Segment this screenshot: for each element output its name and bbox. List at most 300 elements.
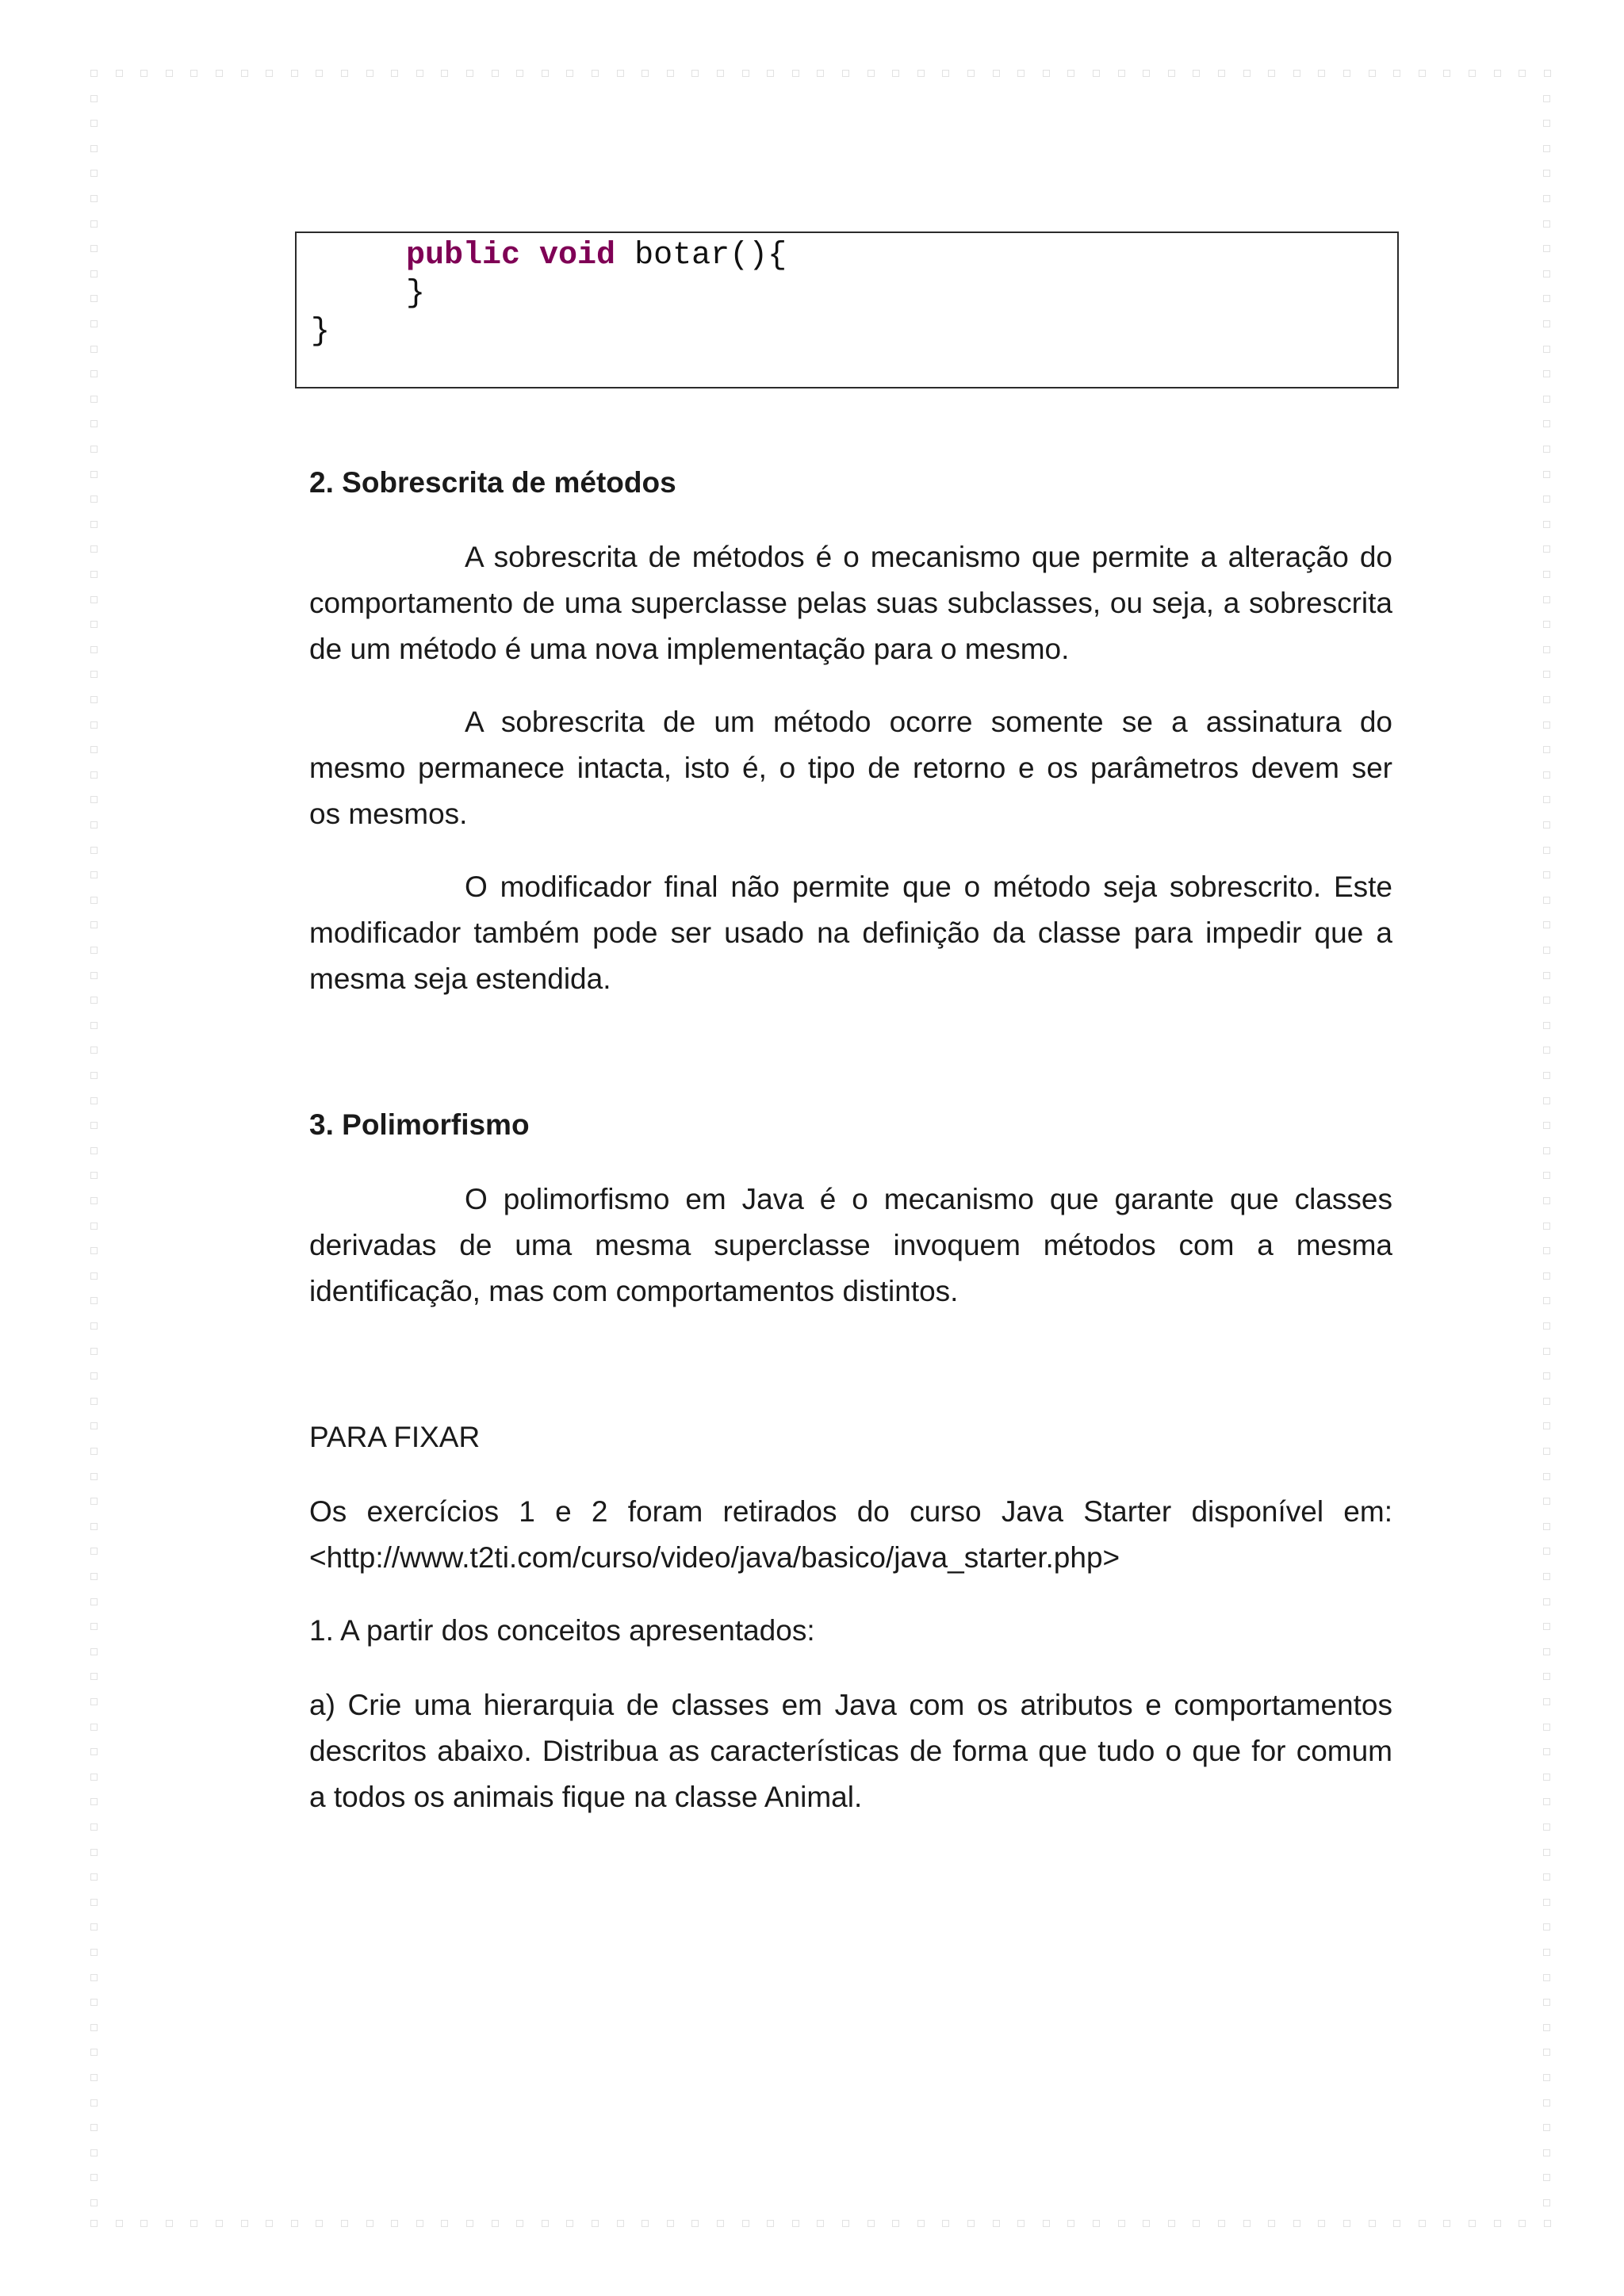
section-heading-sobrescrita: 2. Sobrescrita de métodos — [309, 466, 676, 499]
border-dot — [1543, 1774, 1550, 1781]
border-dot — [1543, 295, 1550, 302]
border-dot — [1067, 2220, 1074, 2227]
paragraph-line: os mesmos. — [309, 798, 468, 830]
paragraph-line: de um método é uma nova implementação para o mesmo. — [309, 633, 1070, 665]
border-dot — [1544, 2220, 1551, 2227]
border-dot — [90, 1122, 98, 1129]
border-dot — [441, 2220, 448, 2227]
border-dot — [1543, 721, 1550, 729]
border-dot — [90, 746, 98, 753]
border-dot — [817, 70, 824, 77]
border-dot — [1543, 1398, 1550, 1405]
border-dot — [90, 1072, 98, 1079]
border-dot — [1543, 2074, 1550, 2081]
border-dot — [116, 70, 123, 77]
border-dot — [1543, 496, 1550, 503]
border-dot — [1419, 2220, 1426, 2227]
border-dot — [90, 1673, 98, 1680]
border-dot — [1543, 1748, 1550, 1755]
code-method-signature: botar(){ — [615, 238, 787, 274]
border-dot — [642, 2220, 649, 2227]
border-dot — [90, 1197, 98, 1204]
border-dot — [1193, 70, 1200, 77]
border-dot — [1543, 972, 1550, 979]
border-dot — [868, 2220, 875, 2227]
paragraph-sobrescrita-1 — [309, 534, 1392, 672]
paragraph-line: mesmo permanece intacta, isto é, o tipo de retorno e os parâmetros devem ser — [309, 752, 1392, 784]
border-dot — [1543, 95, 1550, 102]
paragraph-polimorfismo — [309, 1177, 1392, 1314]
code-line-method — [406, 236, 787, 276]
border-dot — [90, 1724, 98, 1731]
border-dot — [90, 545, 98, 553]
border-dot — [617, 2220, 624, 2227]
border-dot — [1543, 897, 1550, 904]
border-dot — [1543, 947, 1550, 954]
border-dot — [592, 2220, 599, 2227]
border-dot — [90, 1949, 98, 1956]
border-dot — [1469, 2220, 1476, 2227]
border-dot — [90, 871, 98, 878]
border-dot — [90, 596, 98, 603]
border-dot — [1543, 1999, 1550, 2006]
paragraph-sobrescrita-2 — [309, 699, 1392, 837]
border-dot — [1543, 571, 1550, 578]
border-dot — [90, 1698, 98, 1705]
border-dot — [1543, 521, 1550, 528]
border-dot — [90, 370, 98, 377]
border-dot — [1543, 1122, 1550, 1129]
border-dot — [1494, 70, 1501, 77]
border-dot — [90, 1223, 98, 1230]
border-dot — [1543, 1974, 1550, 1981]
border-dot — [90, 521, 98, 528]
border-dot — [90, 1623, 98, 1630]
border-dot — [1543, 1724, 1550, 1731]
border-dot — [1543, 545, 1550, 553]
border-dot — [90, 1598, 98, 1605]
border-dot — [190, 2220, 197, 2227]
border-dot — [1543, 997, 1550, 1004]
border-dot — [466, 2220, 473, 2227]
border-dot — [1393, 2220, 1400, 2227]
border-dot — [1519, 2220, 1526, 2227]
border-dot — [90, 947, 98, 954]
border-dot — [1543, 1172, 1550, 1179]
border-dot — [90, 1022, 98, 1029]
border-dot — [90, 1748, 98, 1755]
border-dot — [416, 70, 423, 77]
border-dot — [90, 972, 98, 979]
paragraph-exercicios-intro — [309, 1489, 1392, 1581]
border-dot — [1343, 70, 1350, 77]
border-dot — [366, 70, 373, 77]
border-dot — [90, 2099, 98, 2107]
border-dot — [90, 621, 98, 628]
section-heading-polimorfismo: 3. Polimorfismo — [309, 1108, 530, 1141]
code-keyword-public: public — [406, 238, 521, 274]
border-dot — [993, 2220, 1000, 2227]
border-dot — [767, 2220, 774, 2227]
paragraph-line-url: <http://www.t2ti.com/curso/video/java/basico/java_starter.php> — [309, 1541, 1120, 1574]
border-dot — [1543, 220, 1550, 228]
paragraph-line: mesma seja estendida. — [309, 962, 611, 995]
border-dot — [291, 70, 298, 77]
paragraph-line: a) Crie uma hierarquia de classes em Java com os atributos e comportamentos — [309, 1689, 1392, 1721]
border-dot — [1543, 270, 1550, 277]
code-line-class-close: } — [311, 314, 331, 350]
border-dot — [90, 897, 98, 904]
border-dot — [1543, 1223, 1550, 1230]
border-dot — [1443, 2220, 1450, 2227]
border-dot — [416, 2220, 423, 2227]
paragraph-line: modificador também pode ser usado na definição da classe para impedir que a — [309, 916, 1392, 949]
border-dot — [967, 70, 975, 77]
border-dot — [1543, 1573, 1550, 1580]
code-line-method-close: } — [406, 276, 426, 312]
border-dot — [341, 2220, 348, 2227]
border-dot — [1543, 396, 1550, 403]
border-dot — [90, 1774, 98, 1781]
border-dot — [90, 921, 98, 928]
border-dot — [1543, 420, 1550, 427]
border-dot — [1543, 696, 1550, 703]
border-dot — [90, 1172, 98, 1179]
border-dot — [90, 2124, 98, 2131]
border-dot — [917, 2220, 925, 2227]
border-dot — [892, 70, 899, 77]
border-dot — [1043, 70, 1050, 77]
paragraph-line: descritos abaixo. Distribua as características de forma que tudo o que for comum — [309, 1735, 1392, 1767]
border-dot — [90, 2149, 98, 2156]
border-dot — [1543, 370, 1550, 377]
border-dot — [1318, 70, 1325, 77]
border-dot — [90, 1247, 98, 1254]
border-dot — [90, 346, 98, 353]
border-dot — [90, 1873, 98, 1881]
paragraph-line: A sobrescrita de um método ocorre somente se a assinatura do — [465, 706, 1392, 738]
border-dot — [90, 2174, 98, 2181]
border-dot — [90, 1297, 98, 1304]
border-dot — [1543, 1072, 1550, 1079]
border-dot — [1218, 70, 1225, 77]
border-dot — [1343, 2220, 1350, 2227]
border-dot — [1543, 1022, 1550, 1029]
border-dot — [566, 2220, 573, 2227]
border-dot — [1543, 2174, 1550, 2181]
border-dot — [1393, 70, 1400, 77]
border-dot — [1494, 2220, 1501, 2227]
border-dot — [266, 70, 273, 77]
border-dot — [667, 70, 674, 77]
border-dot — [341, 70, 348, 77]
border-dot — [90, 1473, 98, 1480]
border-dot — [316, 2220, 323, 2227]
border-dot — [1543, 1673, 1550, 1680]
border-dot — [1443, 70, 1450, 77]
border-dot — [993, 70, 1000, 77]
border-dot — [1543, 245, 1550, 252]
border-dot — [391, 70, 398, 77]
paragraph-line: O modificador final não permite que o método seja sobrescrito. Este — [465, 871, 1392, 903]
border-dot — [1193, 2220, 1200, 2227]
border-dot — [90, 2024, 98, 2031]
border-dot — [1017, 70, 1025, 77]
paragraph-sobrescrita-3 — [309, 864, 1392, 1002]
border-dot — [90, 1823, 98, 1831]
border-dot — [1543, 1372, 1550, 1380]
border-dot — [90, 1047, 98, 1054]
border-dot — [1543, 2149, 1550, 2156]
border-dot — [116, 2220, 123, 2227]
border-dot — [90, 1147, 98, 1154]
border-dot — [90, 1999, 98, 2006]
border-dot — [90, 120, 98, 127]
border-dot — [1067, 70, 1074, 77]
border-dot — [466, 70, 473, 77]
border-dot — [1543, 746, 1550, 753]
border-dot — [1543, 2024, 1550, 2031]
border-dot — [90, 1272, 98, 1280]
paragraph-line: a todos os animais fique na classe Animal. — [309, 1781, 863, 1813]
border-dot — [792, 2220, 799, 2227]
border-dot — [842, 2220, 849, 2227]
border-dot — [1543, 1272, 1550, 1280]
border-dot — [1369, 2220, 1376, 2227]
border-dot — [1543, 1899, 1550, 1906]
border-dot — [90, 1548, 98, 1555]
border-dot — [1543, 847, 1550, 854]
border-dot — [166, 2220, 173, 2227]
border-dot — [391, 2220, 398, 2227]
exercise-item-1: 1. A partir dos conceitos apresentados: — [309, 1614, 815, 1647]
border-dot — [1093, 70, 1100, 77]
border-dot — [1543, 1422, 1550, 1429]
border-dot — [1543, 1548, 1550, 1555]
border-dot — [1543, 821, 1550, 828]
border-dot — [1543, 646, 1550, 653]
border-dot — [90, 796, 98, 803]
exercise-item-a — [309, 1682, 1392, 1820]
border-dot — [1543, 170, 1550, 177]
border-dot — [1543, 1473, 1550, 1480]
paragraph-line: derivadas de uma mesma superclasse invoquem métodos com a mesma — [309, 1229, 1392, 1261]
border-dot — [90, 1372, 98, 1380]
border-dot — [90, 847, 98, 854]
border-dot — [90, 245, 98, 252]
border-dot — [1543, 1197, 1550, 1204]
border-dot — [1543, 2099, 1550, 2107]
border-dot — [90, 1348, 98, 1355]
paragraph-line: A sobrescrita de métodos é o mecanismo que permite a alteração do — [465, 541, 1392, 573]
border-dot — [1168, 2220, 1175, 2227]
border-dot — [1369, 70, 1376, 77]
border-dot — [1543, 1823, 1550, 1831]
border-dot — [516, 2220, 523, 2227]
border-dot — [90, 2199, 98, 2206]
border-dot — [1543, 320, 1550, 327]
border-dot — [1293, 2220, 1300, 2227]
border-dot — [1543, 1849, 1550, 1856]
border-dot — [1543, 771, 1550, 779]
border-dot — [90, 270, 98, 277]
border-dot — [90, 1648, 98, 1655]
border-dot — [1543, 1498, 1550, 1505]
border-dot — [90, 220, 98, 228]
border-dot — [90, 2220, 98, 2227]
border-dot — [1543, 2199, 1550, 2206]
border-dot — [868, 70, 875, 77]
border-dot — [717, 70, 724, 77]
border-dot — [216, 70, 223, 77]
paragraph-line: O polimorfismo em Java é o mecanismo que garante que classes — [465, 1183, 1392, 1215]
border-dot — [1543, 1523, 1550, 1530]
border-dot — [817, 2220, 824, 2227]
border-dot — [691, 70, 699, 77]
border-dot — [90, 1849, 98, 1856]
border-dot — [742, 70, 749, 77]
border-dot — [1318, 2220, 1325, 2227]
border-dot — [140, 2220, 147, 2227]
border-dot — [1543, 1798, 1550, 1805]
border-dot — [1543, 871, 1550, 878]
border-dot — [90, 70, 98, 77]
border-dot — [1469, 70, 1476, 77]
border-dot — [917, 70, 925, 77]
border-dot — [1543, 120, 1550, 127]
border-dot — [90, 821, 98, 828]
border-dot — [90, 396, 98, 403]
code-keyword-void: void — [539, 238, 616, 274]
border-dot — [90, 1923, 98, 1931]
border-dot — [1143, 2220, 1150, 2227]
border-dot — [1243, 2220, 1251, 2227]
border-dot — [1543, 1322, 1550, 1330]
border-dot — [140, 70, 147, 77]
border-dot — [1543, 1949, 1550, 1956]
border-dot — [1143, 70, 1150, 77]
border-dot — [492, 70, 499, 77]
border-dot — [90, 496, 98, 503]
border-dot — [90, 1422, 98, 1429]
code-snippet-box — [295, 232, 1399, 388]
border-dot — [1543, 596, 1550, 603]
border-dot — [90, 145, 98, 152]
border-dot — [617, 70, 624, 77]
border-dot — [1543, 1297, 1550, 1304]
border-dot — [90, 721, 98, 729]
border-dot — [90, 671, 98, 678]
border-dot — [90, 1448, 98, 1455]
paragraph-line: comportamento de uma superclasse pelas suas subclasses, ou seja, a sobrescrita — [309, 587, 1392, 619]
border-dot — [967, 2220, 975, 2227]
border-dot — [90, 1573, 98, 1580]
border-dot — [1168, 70, 1175, 77]
border-dot — [667, 2220, 674, 2227]
border-dot — [90, 1398, 98, 1405]
border-dot — [542, 70, 549, 77]
border-dot — [90, 646, 98, 653]
border-dot — [90, 571, 98, 578]
border-dot — [1118, 2220, 1125, 2227]
border-dot — [90, 997, 98, 1004]
border-dot — [767, 70, 774, 77]
border-dot — [1544, 70, 1551, 77]
border-dot — [1543, 2049, 1550, 2056]
border-dot — [1543, 195, 1550, 202]
border-dot — [90, 195, 98, 202]
border-dot — [1543, 1648, 1550, 1655]
border-dot — [190, 70, 197, 77]
border-dot — [90, 1322, 98, 1330]
border-dot — [90, 320, 98, 327]
border-dot — [1519, 70, 1526, 77]
border-dot — [90, 1798, 98, 1805]
border-dot — [1543, 1448, 1550, 1455]
border-dot — [691, 2220, 699, 2227]
border-dot — [1118, 70, 1125, 77]
border-dot — [1543, 1598, 1550, 1605]
border-dot — [1543, 2124, 1550, 2131]
border-dot — [1543, 1873, 1550, 1881]
border-dot — [1093, 2220, 1100, 2227]
border-dot — [566, 70, 573, 77]
border-dot — [291, 2220, 298, 2227]
border-dot — [892, 2220, 899, 2227]
border-dot — [1419, 70, 1426, 77]
border-dot — [1268, 2220, 1275, 2227]
border-dot — [1543, 921, 1550, 928]
border-dot — [90, 2049, 98, 2056]
border-dot — [90, 2074, 98, 2081]
border-dot — [90, 1523, 98, 1530]
border-dot — [1543, 621, 1550, 628]
border-dot — [90, 1974, 98, 1981]
border-dot — [592, 70, 599, 77]
border-dot — [90, 295, 98, 302]
border-dot — [942, 70, 949, 77]
border-dot — [1543, 1923, 1550, 1931]
border-dot — [1543, 145, 1550, 152]
border-dot — [1543, 1247, 1550, 1254]
border-dot — [90, 1097, 98, 1104]
border-dot — [742, 2220, 749, 2227]
border-dot — [90, 696, 98, 703]
border-dot — [542, 2220, 549, 2227]
border-dot — [1543, 1623, 1550, 1630]
border-dot — [90, 170, 98, 177]
border-dot — [241, 2220, 248, 2227]
border-dot — [90, 95, 98, 102]
border-dot — [1543, 1698, 1550, 1705]
border-dot — [166, 70, 173, 77]
border-dot — [1543, 1348, 1550, 1355]
border-dot — [90, 446, 98, 453]
border-dot — [942, 2220, 949, 2227]
border-dot — [1543, 1047, 1550, 1054]
paragraph-line: identificação, mas com comportamentos distintos. — [309, 1275, 959, 1307]
border-dot — [642, 70, 649, 77]
border-dot — [492, 2220, 499, 2227]
border-dot — [216, 2220, 223, 2227]
border-dot — [1268, 70, 1275, 77]
border-dot — [717, 2220, 724, 2227]
border-dot — [516, 70, 523, 77]
border-dot — [366, 2220, 373, 2227]
border-dot — [90, 1899, 98, 1906]
border-dot — [90, 1498, 98, 1505]
border-dot — [1543, 1097, 1550, 1104]
